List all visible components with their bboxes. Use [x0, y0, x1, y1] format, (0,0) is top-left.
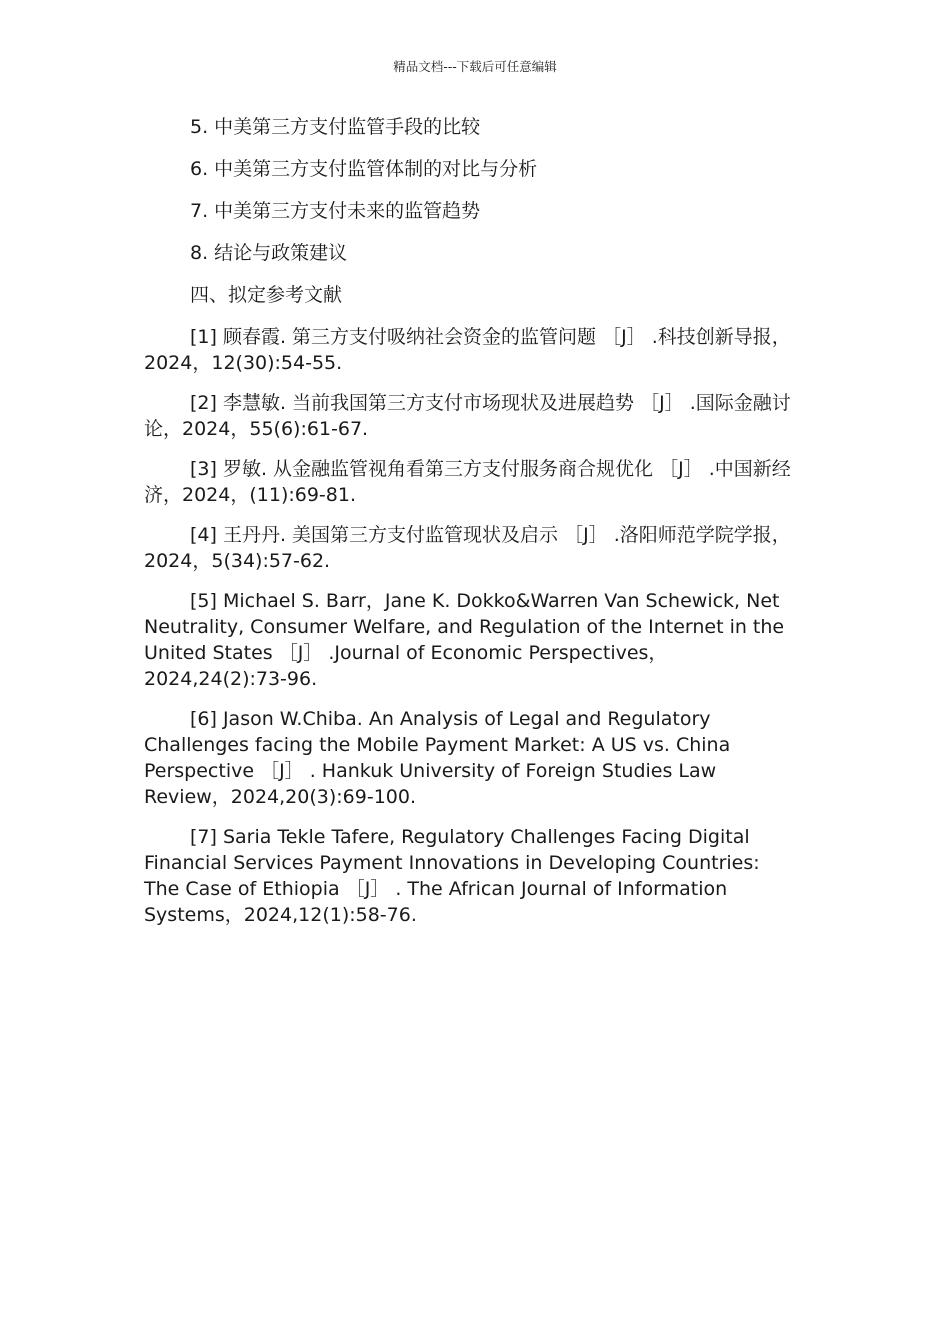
- page-header: 精品文档---下载后可任意编辑: [393, 59, 557, 74]
- outline-item-8: 8. 结论与政策建议: [190, 242, 348, 264]
- reference-6: [6] Jason W.Chiba. An Analysis of Legal and Regulatory Challenges facing the Mobile Payment Market: A US vs. China Perspective ［J］ . Hankuk University of Foreign Studies Law Review，2024,20(3):69-100.: [144, 708, 731, 808]
- document-body: [144, 114, 800, 942]
- references-heading: 四、拟定参考文献: [190, 284, 343, 306]
- reference-4: [4] 王丹丹. 美国第三方支付监管现状及启示 ［J］ .洛阳师范学院学报，2024，5(34):57-62.: [144, 524, 791, 572]
- reference-3: [3] 罗敏. 从金融监管视角看第三方支付服务商合规优化 ［J］ .中国新经济，2024，(11):69-81.: [144, 458, 791, 506]
- outline-item-6: 6. 中美第三方支付监管体制的对比与分析: [190, 158, 538, 180]
- outline-item-7: 7. 中美第三方支付未来的监管趋势: [190, 200, 481, 222]
- reference-5: [5] Michael S. Barr，Jane K. Dokko&Warren Van Schewick, Net Neutrality, Consumer Welfare, and Regulation of the Internet in the United States ［J］ .Journal of Economic Perspectives，2024,24(2):73-96.: [144, 590, 785, 690]
- reference-2: [2] 李慧敏. 当前我国第三方支付市场现状及进展趋势 ［J］ .国际金融讨论，2024，55(6):61-67.: [144, 392, 791, 440]
- outline-item-5: 5. 中美第三方支付监管手段的比较: [190, 116, 481, 138]
- reference-1: [1] 顾春霞. 第三方支付吸纳社会资金的监管问题 ［J］ .科技创新导报，2024，12(30):54-55.: [144, 326, 791, 374]
- reference-7: [7] Saria Tekle Tafere, Regulatory Challenges Facing Digital Financial Services Payment Innovations in Developing Countries: The Case of Ethiopia ［J］ . The African Journal of Information Systems，2024,12(1):58-76.: [144, 826, 760, 926]
